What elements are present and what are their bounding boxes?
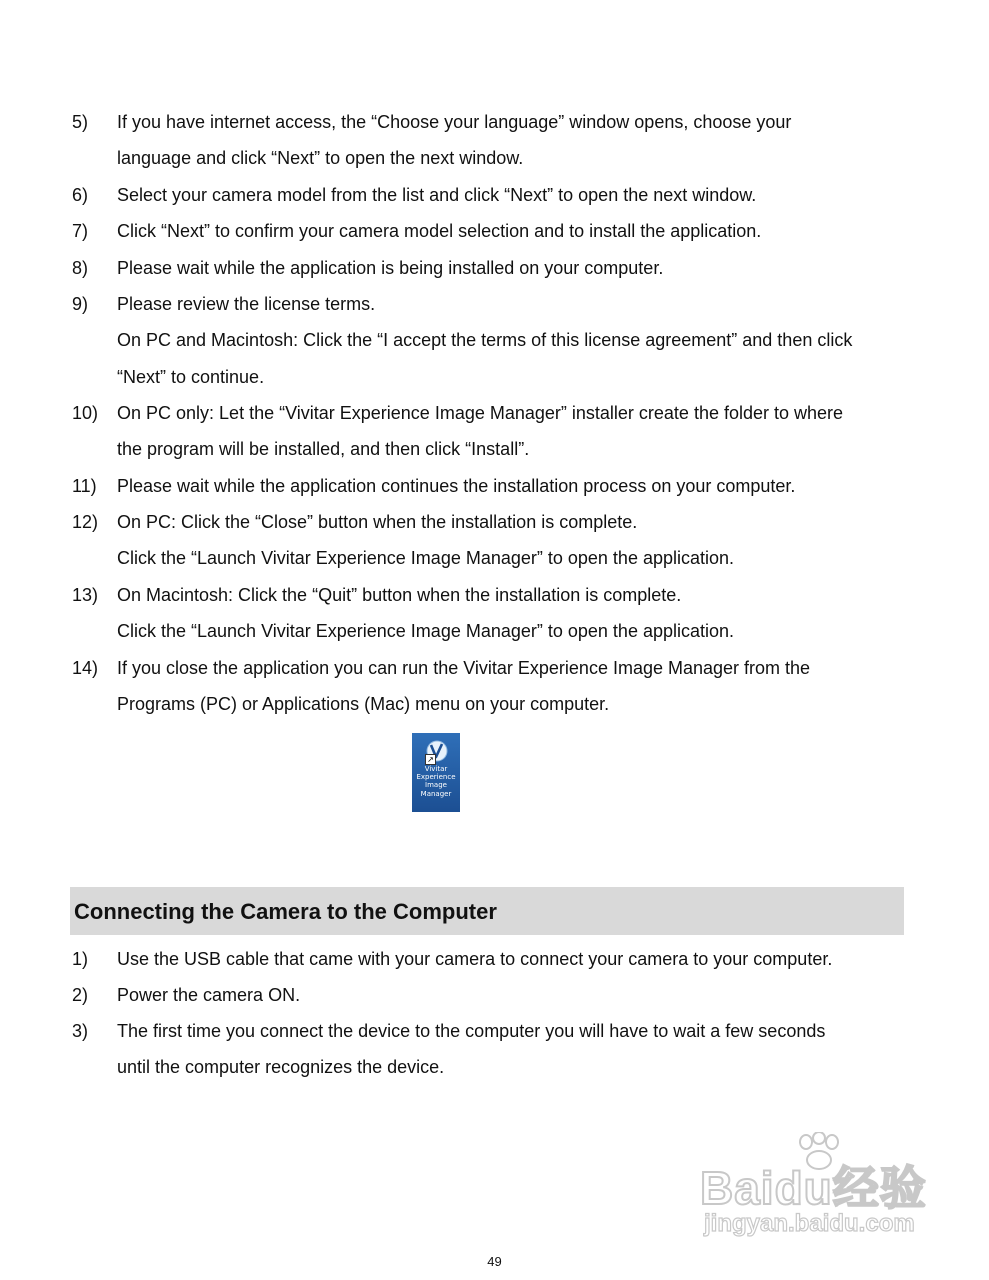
step-line: Please wait while the application continues the installation process on your computer. <box>117 476 796 496</box>
step-line: On Macintosh: Click the “Quit” button when the installation is complete. <box>117 585 682 605</box>
step-text <box>117 650 917 723</box>
step-line: Click the “Launch Vivitar Experience Image Manager” to open the application. <box>117 621 735 642</box>
step-text <box>117 395 917 468</box>
shortcut-arrow-icon: ↗ <box>425 754 436 765</box>
step-line: language and click “Next” to open the next window. <box>117 148 524 169</box>
step-text <box>117 504 917 577</box>
step-text <box>117 977 917 1013</box>
baidu-watermark <box>700 1132 935 1244</box>
step-line: Programs (PC) or Applications (Mac) menu on your computer. <box>117 694 610 715</box>
step-text <box>117 213 917 249</box>
vivitar-shortcut-icon <box>412 733 460 812</box>
section-heading-bar <box>70 887 904 935</box>
step-line: On PC: Click the “Close” button when the installation is complete. <box>117 512 638 532</box>
icon-caption-line: Vivitar <box>424 765 448 773</box>
step-line: until the computer recognizes the device. <box>117 1057 445 1078</box>
step-text <box>117 941 917 977</box>
step-text <box>117 468 917 504</box>
step-line: Click “Next” to confirm your camera model selection and to install the application. <box>117 221 762 241</box>
icon-caption <box>412 765 460 798</box>
step-line: Click the “Launch Vivitar Experience Image Manager” to open the application. <box>117 548 735 569</box>
step-number: 3) <box>72 1021 89 1041</box>
step-number: 13) <box>72 585 99 605</box>
step-line: The first time you connect the device to the computer you will have to wait a few seconds <box>117 1021 826 1041</box>
step-line: Use the USB cable that came with your camera to connect your camera to your computer. <box>117 949 833 969</box>
step-line: If you close the application you can run the Vivitar Experience Image Manager from the <box>117 658 811 678</box>
step-line: the program will be installed, and then click “Install”. <box>117 439 530 460</box>
step-number: 2) <box>72 985 89 1005</box>
step-line: On PC and Macintosh: Click the “I accept the terms of this license agreement” and then click <box>117 330 853 351</box>
step-text <box>117 250 917 286</box>
step-line: “Next” to continue. <box>117 366 265 387</box>
step-number: 9) <box>72 294 89 314</box>
step-number: 6) <box>72 185 89 205</box>
watermark-brand: Baidu经验 <box>700 1162 927 1214</box>
icon-caption-line: Manager <box>420 789 452 798</box>
step-line: Select your camera model from the list and click “Next” to open the next window. <box>117 185 757 205</box>
step-number: 11) <box>72 476 97 496</box>
watermark-url: jingyan.baidu.com <box>704 1210 915 1237</box>
step-text <box>117 577 917 650</box>
step-number: 8) <box>72 258 89 278</box>
step-text <box>117 286 917 395</box>
step-line: Please wait while the application is being installed on your computer. <box>117 258 664 278</box>
step-number: 10) <box>72 403 99 423</box>
step-line: If you have internet access, the “Choose your language” window opens, choose your <box>117 112 792 132</box>
step-line: Power the camera ON. <box>117 985 301 1005</box>
step-line: On PC only: Let the “Vivitar Experience Image Manager” installer create the folder to where <box>117 403 844 423</box>
step-number: 7) <box>72 221 89 241</box>
page-number: 49 <box>487 1254 502 1269</box>
icon-caption-line: Image <box>425 781 447 790</box>
step-text <box>117 177 917 213</box>
icon-caption-line: Experience <box>416 773 456 782</box>
step-number: 1) <box>72 949 89 969</box>
step-number: 12) <box>72 512 99 532</box>
step-number: 14) <box>72 658 99 678</box>
step-text <box>117 104 917 177</box>
step-number: 5) <box>72 112 89 132</box>
step-line: Please review the license terms. <box>117 294 376 314</box>
step-text <box>117 1013 917 1086</box>
section-title: Connecting the Camera to the Computer <box>74 899 497 924</box>
